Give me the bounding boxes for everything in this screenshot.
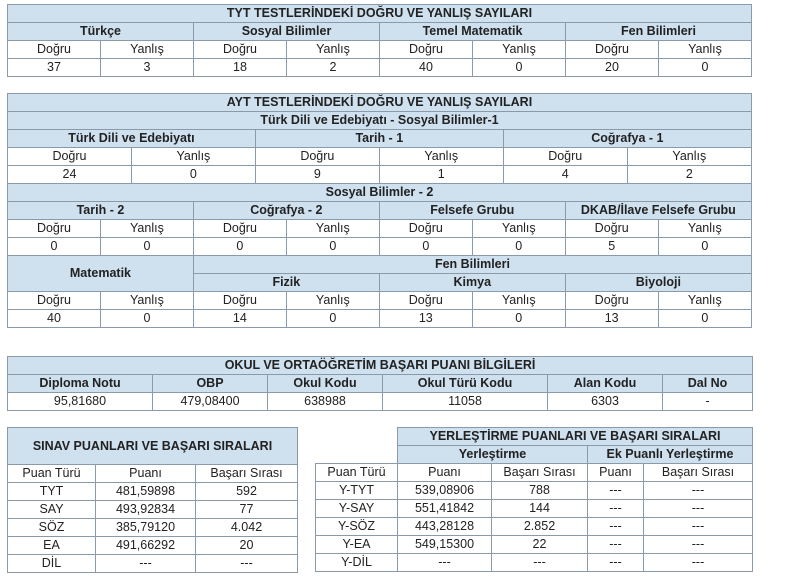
tyt-value: 18	[194, 59, 287, 77]
yer-header: Başarı Sırası	[492, 464, 588, 482]
tyt-value: 20	[566, 59, 659, 77]
ayt-value: 0	[379, 238, 472, 256]
col-dogru: Doğru	[194, 41, 287, 59]
ayt-value: 0	[8, 238, 101, 256]
sinav-cell: 4.042	[196, 519, 298, 537]
col-yanlis: Yanlış	[658, 220, 751, 238]
yer-cell: Y-EA	[316, 536, 398, 554]
okul-kodu-value: 638988	[268, 393, 383, 411]
ayt-subject-fizik: Fizik	[193, 274, 379, 292]
yer-cell: Y-SÖZ	[316, 518, 398, 536]
ayt-value: 0	[100, 310, 193, 328]
ayt-value: 5	[565, 238, 658, 256]
col-dogru: Doğru	[503, 148, 627, 166]
sinav-cell: 592	[196, 483, 298, 501]
col-yanlis: Yanlış	[100, 292, 193, 310]
ayt-value: 0	[131, 166, 255, 184]
diploma-notu-value: 95,81680	[8, 393, 153, 411]
sinav-cell: TYT	[8, 483, 96, 501]
col-dogru: Doğru	[379, 220, 472, 238]
sinav-cell: 491,66292	[96, 537, 196, 555]
yer-header: Puan Türü	[316, 464, 398, 482]
tyt-subject-matematik: Temel Matematik	[380, 23, 566, 41]
sinav-cell: 493,92834	[96, 501, 196, 519]
ayt-group2-title: Sosyal Bilimler - 2	[8, 184, 752, 202]
col-dogru: Doğru	[8, 220, 101, 238]
ayt-value: 0	[472, 238, 565, 256]
ayt-value: 0	[658, 310, 751, 328]
ayt-value: 13	[379, 310, 472, 328]
yer-cell: ---	[588, 518, 644, 536]
col-dogru: Doğru	[8, 292, 101, 310]
yer-cell: 788	[492, 482, 588, 500]
sinav-table	[7, 427, 298, 573]
tyt-value: 0	[473, 59, 566, 77]
dal-no-value: -	[663, 393, 753, 411]
ayt-subject-dkab: DKAB/İlave Felsefe Grubu	[565, 202, 751, 220]
col-yanlis: Yanlış	[472, 220, 565, 238]
okul-title: OKUL VE ORTAÖĞRETİM BAŞARI PUANI BİLGİLERİ	[8, 357, 753, 375]
yer-cell: ---	[588, 554, 644, 572]
yer-cell: Y-TYT	[316, 482, 398, 500]
yerlestirme-title: YERLEŞTİRME PUANLARI VE BAŞARI SIRALARI	[398, 428, 753, 446]
sinav-cell: SAY	[8, 501, 96, 519]
sinav-header: Puanı	[96, 465, 196, 483]
okul-turu-kodu-value: 11058	[383, 393, 548, 411]
ayt-value: 0	[286, 310, 379, 328]
ayt-value: 24	[8, 166, 132, 184]
col-dogru: Doğru	[193, 220, 286, 238]
sinav-title: SINAV PUANLARI VE BAŞARI SIRALARI	[8, 428, 298, 465]
yer-cell: 549,15300	[398, 536, 492, 554]
col-yanlis: Yanlış	[472, 292, 565, 310]
tyt-value: 40	[380, 59, 473, 77]
col-dogru: Doğru	[565, 220, 658, 238]
yer-cell: Y-DİL	[316, 554, 398, 572]
ayt-group1-title: Türk Dili ve Edebiyatı - Sosyal Bilimler-1	[8, 112, 752, 130]
alan-kodu-value: 6303	[548, 393, 663, 411]
okul-table	[7, 356, 753, 411]
yer-cell: Y-SAY	[316, 500, 398, 518]
yer-cell: 2.852	[492, 518, 588, 536]
okul-header: Alan Kodu	[548, 375, 663, 393]
yer-cell: 539,08906	[398, 482, 492, 500]
tyt-value: 3	[101, 59, 194, 77]
ayt-value: 40	[8, 310, 101, 328]
tyt-table	[7, 4, 752, 77]
col-yanlis: Yanlış	[286, 220, 379, 238]
ayt-subject-cografya1: Coğrafya - 1	[503, 130, 751, 148]
ayt-subject-tarih1: Tarih - 1	[255, 130, 503, 148]
ayt-subject-kimya: Kimya	[379, 274, 565, 292]
col-dogru: Doğru	[565, 292, 658, 310]
yerlestirme-group: Yerleştirme	[398, 446, 588, 464]
col-yanlis: Yanlış	[286, 292, 379, 310]
col-dogru: Doğru	[255, 148, 379, 166]
ayt-value: 4	[503, 166, 627, 184]
yer-cell: 144	[492, 500, 588, 518]
tyt-value: 37	[8, 59, 101, 77]
col-dogru: Doğru	[8, 148, 132, 166]
ayt-value: 1	[379, 166, 503, 184]
ayt-value: 14	[193, 310, 286, 328]
yer-cell: ---	[492, 554, 588, 572]
tyt-title: TYT TESTLERİNDEKİ DOĞRU VE YANLIŞ SAYILARI	[8, 5, 752, 23]
col-yanlis: Yanlış	[473, 41, 566, 59]
ayt-value: 0	[658, 238, 751, 256]
ayt-subject-matematik: Matematik	[8, 256, 194, 292]
ayt-fen-title: Fen Bilimleri	[193, 256, 751, 274]
yer-cell: ---	[644, 536, 753, 554]
ayt-value: 0	[100, 238, 193, 256]
okul-header: Okul Türü Kodu	[383, 375, 548, 393]
yer-header: Başarı Sırası	[644, 464, 753, 482]
obp-value: 479,08400	[153, 393, 268, 411]
yer-cell: ---	[644, 500, 753, 518]
sinav-cell: 20	[196, 537, 298, 555]
yer-cell: ---	[644, 554, 753, 572]
yer-cell: 443,28128	[398, 518, 492, 536]
sinav-cell: DİL	[8, 555, 96, 573]
sinav-cell: SÖZ	[8, 519, 96, 537]
okul-header: Okul Kodu	[268, 375, 383, 393]
ayt-subject-biyoloji: Biyoloji	[565, 274, 751, 292]
col-dogru: Doğru	[379, 292, 472, 310]
col-dogru: Doğru	[566, 41, 659, 59]
yer-cell: ---	[644, 482, 753, 500]
ayt-value: 9	[255, 166, 379, 184]
yer-cell: ---	[398, 554, 492, 572]
col-yanlis: Yanlış	[287, 41, 380, 59]
ayt-value: 0	[286, 238, 379, 256]
yer-header: Puanı	[398, 464, 492, 482]
col-yanlis: Yanlış	[627, 148, 751, 166]
sinav-header: Puan Türü	[8, 465, 96, 483]
ek-puanli-group: Ek Puanlı Yerleştirme	[588, 446, 753, 464]
ayt-value: 13	[565, 310, 658, 328]
col-dogru: Doğru	[193, 292, 286, 310]
ayt-value: 0	[193, 238, 286, 256]
sinav-cell: 77	[196, 501, 298, 519]
ayt-subject-felsefe: Felsefe Grubu	[379, 202, 565, 220]
ayt-subject-tarih2: Tarih - 2	[8, 202, 194, 220]
yer-cell: ---	[588, 500, 644, 518]
ayt-value: 0	[472, 310, 565, 328]
sinav-header: Başarı Sırası	[196, 465, 298, 483]
yer-cell: ---	[588, 536, 644, 554]
yer-cell: ---	[644, 518, 753, 536]
okul-header: OBP	[153, 375, 268, 393]
okul-header: Dal No	[663, 375, 753, 393]
ayt-value: 2	[627, 166, 751, 184]
yerlestirme-table	[315, 427, 753, 572]
sinav-cell: 385,79120	[96, 519, 196, 537]
col-yanlis: Yanlış	[379, 148, 503, 166]
yer-cell: 22	[492, 536, 588, 554]
sinav-cell: 481,59898	[96, 483, 196, 501]
col-yanlis: Yanlış	[131, 148, 255, 166]
ayt-title: AYT TESTLERİNDEKİ DOĞRU VE YANLIŞ SAYILARI	[8, 94, 752, 112]
col-yanlis: Yanlış	[100, 220, 193, 238]
col-dogru: Doğru	[380, 41, 473, 59]
yer-cell: 551,41842	[398, 500, 492, 518]
col-yanlis: Yanlış	[658, 292, 751, 310]
tyt-value: 0	[659, 59, 752, 77]
sinav-cell: ---	[96, 555, 196, 573]
okul-header: Diploma Notu	[8, 375, 153, 393]
col-yanlis: Yanlış	[659, 41, 752, 59]
sinav-cell: ---	[196, 555, 298, 573]
tyt-subject-turkce: Türkçe	[8, 23, 194, 41]
sinav-cell: EA	[8, 537, 96, 555]
col-dogru: Doğru	[8, 41, 101, 59]
col-yanlis: Yanlış	[101, 41, 194, 59]
tyt-subject-sosyal: Sosyal Bilimler	[194, 23, 380, 41]
tyt-value: 2	[287, 59, 380, 77]
yer-cell: ---	[588, 482, 644, 500]
ayt-subject-cografya2: Coğrafya - 2	[193, 202, 379, 220]
ayt-subject-edebiyat: Türk Dili ve Edebiyatı	[8, 130, 256, 148]
ayt-table	[7, 93, 752, 328]
tyt-subject-fen: Fen Bilimleri	[566, 23, 752, 41]
yer-header: Puanı	[588, 464, 644, 482]
